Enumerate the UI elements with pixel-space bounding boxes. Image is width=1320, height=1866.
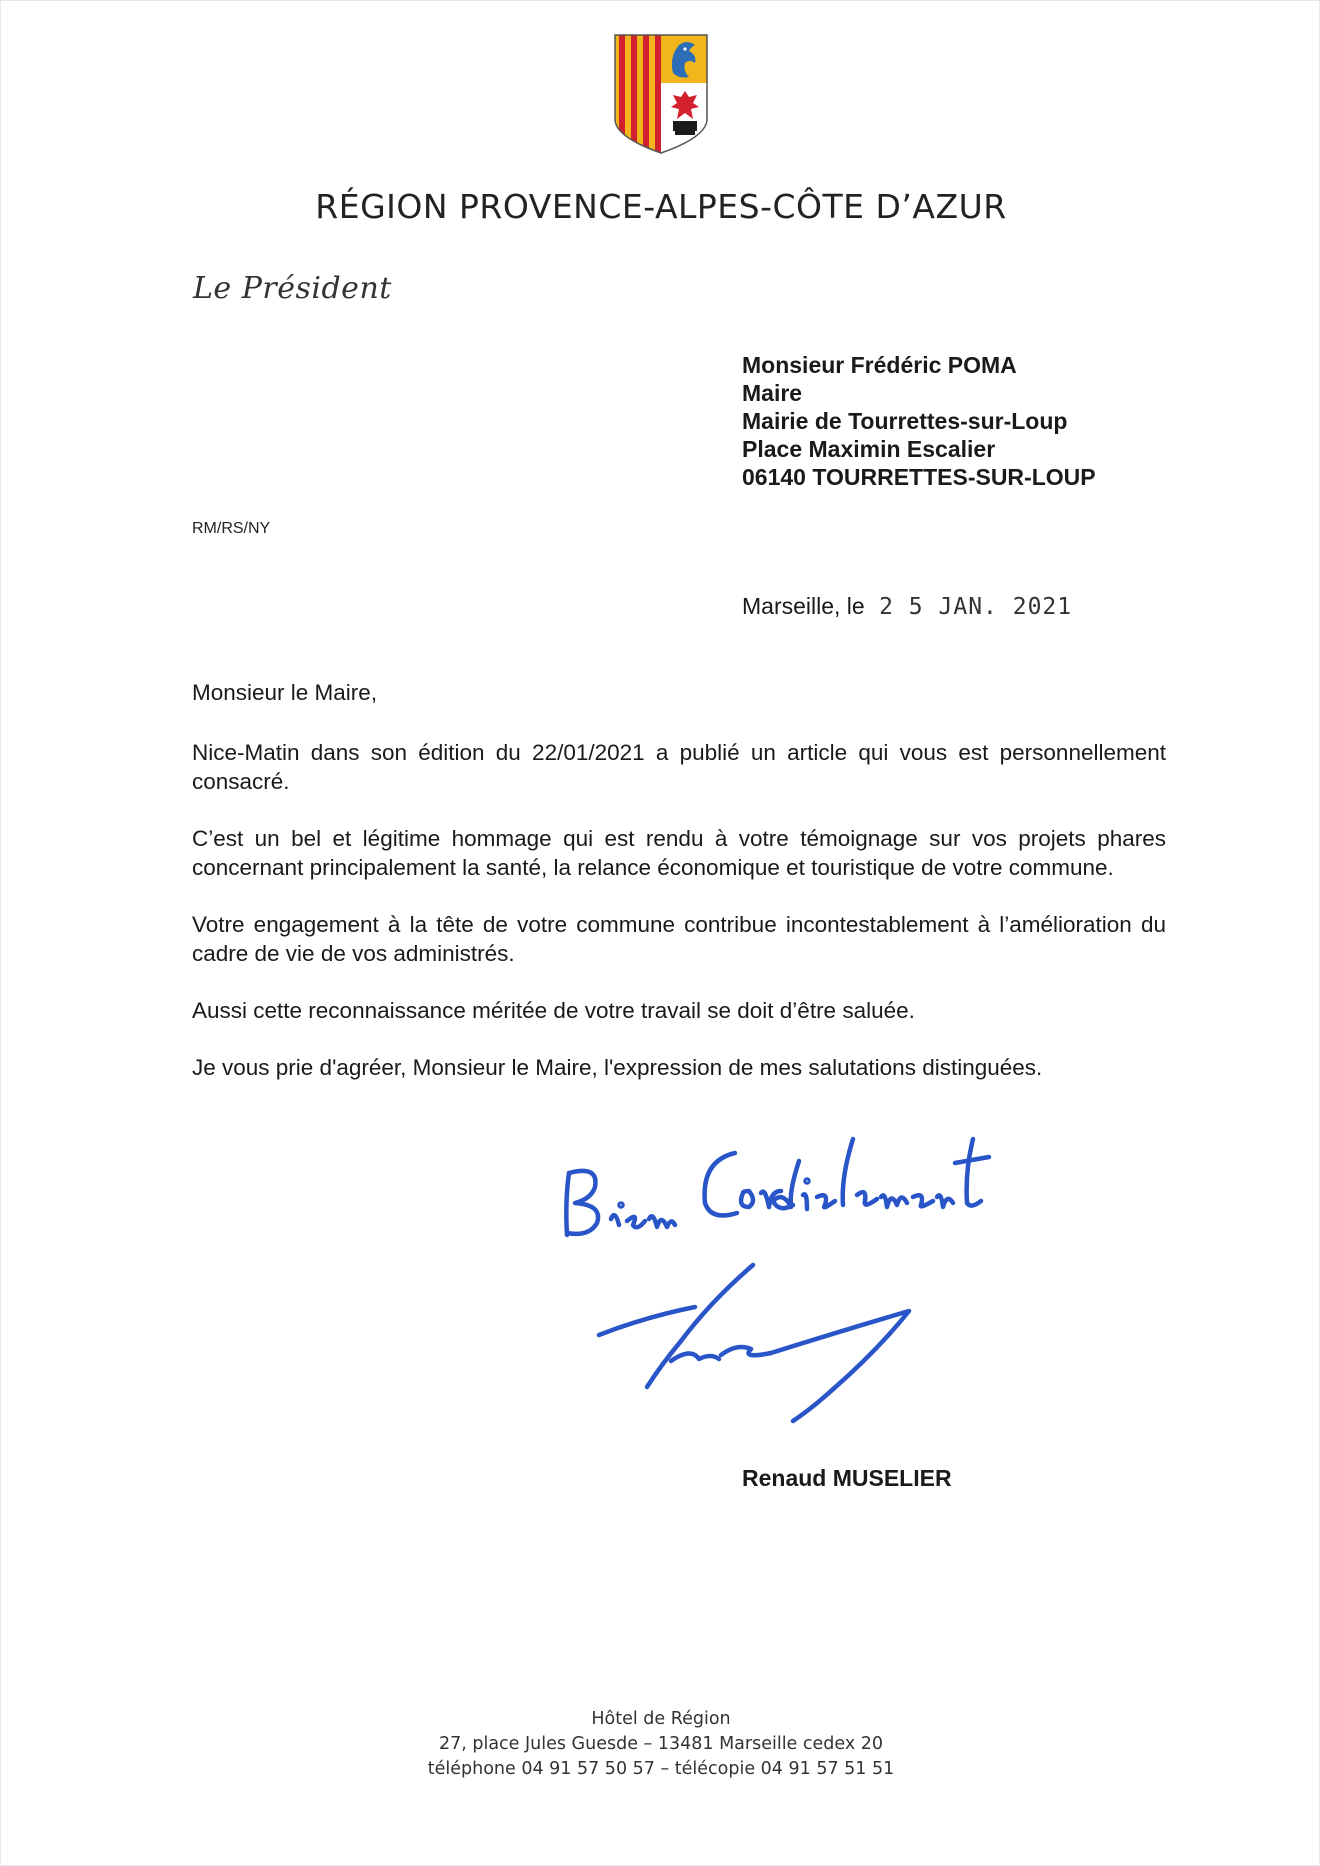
recipient-street: Place Maximin Escalier (742, 436, 996, 462)
paragraph-4: Aussi cette reconnaissance méritée de votre travail se doit d’être saluée. (192, 998, 915, 1023)
date-stamp: 2 5 JAN. 2021 (879, 594, 1073, 620)
paragraph-3: Votre engagement à la tête de votre commune contribue incontestablement à l’amélioration du cadre de vie de vos administrés. (192, 912, 1166, 966)
letter-body (192, 678, 1166, 1110)
date-prefix: Marseille, le (742, 593, 865, 619)
footer-line-1: Hôtel de Région (591, 1709, 731, 1729)
salutation: Monsieur le Maire, (192, 680, 378, 705)
signatory-name: Renaud MUSELIER (742, 1465, 952, 1491)
handwritten-signature (541, 1121, 1101, 1451)
footer-line-3: téléphone 04 91 57 50 57 – télécopie 04 91 57 51 51 (427, 1759, 895, 1779)
footer-address (1, 1707, 1320, 1782)
region-name: RÉGION PROVENCE-ALPES-CÔTE D’AZUR (315, 187, 1007, 226)
president-title: Le Président (193, 271, 392, 306)
reference-code: RM/RS/NY (192, 520, 271, 537)
footer-line-2: 27, place Jules Guesde – 13481 Marseille cedex 20 (438, 1734, 884, 1754)
date-line (742, 593, 1072, 620)
paragraph-1: Nice-Matin dans son édition du 22/01/2021 a publié un article qui vous est personnellement consacré. (192, 740, 1166, 794)
recipient-office: Mairie de Tourrettes-sur-Loup (742, 408, 1068, 434)
region-coat-of-arms-icon (613, 33, 709, 155)
recipient-address (742, 351, 1096, 491)
recipient-role: Maire (742, 380, 803, 406)
recipient-city: 06140 TOURRETTES-SUR-LOUP (742, 464, 1096, 490)
paragraph-5: Je vous prie d'agréer, Monsieur le Maire, l'expression de mes salutations distinguées. (192, 1055, 1043, 1080)
paragraph-2: C’est un bel et légitime hommage qui est rendu à votre témoignage sur vos projets phares concernant principalement la santé, la relance économique et touristique de votre commune. (192, 826, 1166, 880)
recipient-name: Monsieur Frédéric POMA (742, 352, 1017, 378)
